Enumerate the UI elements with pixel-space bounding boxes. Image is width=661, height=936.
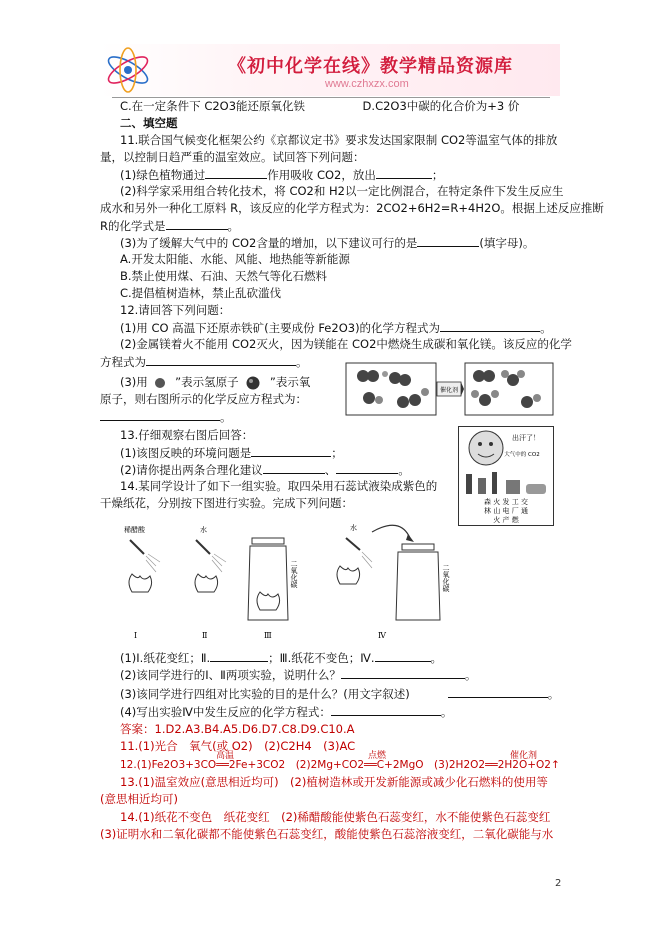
roman-ii: Ⅱ: [202, 631, 208, 640]
jar-icon: [396, 552, 440, 620]
section-heading: 二、填空题: [120, 116, 178, 130]
q12-part2: (2)金属镁着火不能用 CO2灭火，因为镁能在 CO2中燃烧生成碳和氧化镁。该反应的化学: [120, 337, 572, 351]
q11-part2-b: 成水和另外一种化工原料 R，该反应的化学方程式为：2CO2+6H2=R+4H2O。根据上述反应推断: [100, 201, 604, 215]
q13-part1-text: (1)该图反映的环境问题是: [120, 446, 252, 460]
answer-blank[interactable]: [375, 650, 431, 662]
q14-part1-b: ；Ⅲ.纸花不变色；Ⅳ.: [268, 651, 375, 665]
q12-part2-b-text: 方程式为: [100, 355, 146, 369]
earth-icon: [469, 431, 503, 465]
answer-blank[interactable]: [417, 235, 479, 247]
q12-part1: [120, 320, 552, 336]
answer-line-4: 13.(1)温室效应(意思相近均可) (2)植树造林或开发新能源或减少化石燃料的使用等: [120, 775, 548, 789]
cartoon-title: 出汗了！: [512, 434, 540, 442]
q12-part3-b: ”表示氢原子: [175, 375, 239, 389]
page-number: 2: [555, 878, 562, 889]
q11-part3: [120, 235, 534, 251]
q11-part1-b: 作用吸收 CO2，放出: [267, 168, 376, 182]
q12-part3: [120, 375, 310, 390]
question-11-text-2: 量，以控制日趋严重的温室效应。试回答下列问题：: [100, 150, 365, 164]
oxygen-atom-icon: [242, 376, 266, 390]
q12-part3-c: ”表示氧: [269, 375, 311, 389]
q14-part3-text: (3)该同学进行四组对比实验的目的是什么？(用文字叙述): [120, 687, 410, 701]
q14-part2: [120, 667, 476, 683]
answer-line-7: (3)证明水和二氧化碳都不能使紫色石蕊变红，酸能使紫色石蕊溶液变红，二氧化碳能与水: [100, 827, 554, 841]
q14-part2-text: (2)该同学进行的Ⅰ、Ⅱ两项实验，说明什么？: [120, 668, 341, 682]
q11-part2-c-text: R的化学式是: [100, 219, 166, 233]
punct: 、: [324, 463, 337, 477]
q14-part1: [120, 650, 442, 666]
q12-part2-b: [100, 354, 308, 370]
car-icon: [526, 484, 546, 494]
punct: ；: [331, 446, 343, 460]
answer-blank[interactable]: [331, 704, 441, 716]
exp-i-label: 稀醋酸: [124, 526, 145, 534]
q12-part1-text: (1)用 CO 高温下还原赤铁矿(主要成份 Fe2O3)的化学方程式为: [120, 321, 441, 335]
punct: 。: [398, 463, 410, 477]
flower-icon: [195, 574, 218, 592]
answer-blank[interactable]: [376, 167, 432, 179]
roman-iv: Ⅳ: [378, 631, 386, 640]
condition-catalyst: 催化剂: [510, 751, 538, 761]
answer-blank[interactable]: [100, 409, 220, 421]
answer-blank[interactable]: [166, 218, 228, 230]
question-14-text: 14.某同学设计了如下一组实验。取四朵用石蕊试液染成紫色的: [120, 479, 438, 493]
answer-blank[interactable]: [341, 667, 465, 679]
q14-part4-text: (4)写出实验Ⅳ中发生反应的化学方程式：: [120, 705, 331, 719]
q11-part2-c: [100, 218, 239, 234]
header-url: www.czhxzx.com: [325, 78, 409, 90]
exp-iv-gas: 二氧化碳: [442, 564, 450, 592]
transfer-arrow: [372, 525, 410, 538]
experiment-ii: [195, 525, 226, 640]
answer-line-2: 11.(1)光合 氧气(或 O2) (2)C2H4 (3)AC: [120, 739, 356, 753]
q12-part3-e: [100, 409, 232, 425]
answer-blank[interactable]: [251, 445, 331, 457]
answer-blank[interactable]: [205, 167, 267, 179]
punct: 。: [464, 668, 477, 682]
cartoon-row1: 森 火 发 工 交: [484, 498, 528, 506]
cartoon-row2: 林 山 电 厂 通: [484, 507, 528, 515]
punct: 。: [540, 321, 552, 335]
reaction-figure: [345, 362, 555, 418]
roman-i: Ⅰ: [134, 631, 138, 640]
condition-ignite: 点燃: [368, 751, 387, 761]
q14-part4: [120, 704, 452, 720]
punct: 。: [220, 410, 232, 424]
experiment-iii: [248, 538, 298, 640]
header-rule: [112, 97, 550, 98]
q11-part2: (2)科学家采用组合转化技术，将 CO2和 H2以一定比例混合，在特定条件下发生反应生: [120, 184, 564, 198]
q13-part2: [120, 462, 410, 478]
roman-iii: Ⅲ: [264, 631, 272, 640]
option-a: A.开发太阳能、水能、风能、地热能等新能源: [120, 252, 350, 266]
answer-blank[interactable]: [440, 320, 540, 332]
question-13-text: 13.仔细观察右图后回答：: [120, 428, 254, 442]
q14-part1-a: (1)Ⅰ.纸花变红；Ⅱ.: [120, 651, 211, 665]
cartoon-row3: 火 产 燃: [493, 516, 519, 524]
atom-logo-icon: [100, 44, 160, 96]
exp-iv-label: 水: [350, 524, 357, 532]
catalyst-label: 催化剂: [439, 387, 459, 394]
q14-part3: [120, 686, 559, 702]
answer-blank[interactable]: [146, 354, 296, 366]
experiment-iv: [337, 523, 450, 640]
punct: 。: [547, 687, 560, 701]
q13-part2-text: (2)请你提出两条合理化建议: [120, 463, 263, 477]
experiment-figure: [110, 520, 550, 642]
greenhouse-cartoon: [458, 426, 554, 526]
question-11-text: 11.联合国气候变化框架公约《京都议定书》要求发达国家限制 CO2等温室气体的排放: [120, 133, 558, 147]
answer-blank[interactable]: [448, 686, 548, 698]
flower-icon: [129, 574, 152, 592]
condition-high-temp: 高温: [216, 751, 235, 761]
q11-part1-a: (1)绿色植物通过: [120, 168, 206, 182]
answer-line-5: (意思相近均可): [100, 792, 178, 806]
punct: 。: [296, 355, 308, 369]
answer-line-6: 14.(1)纸花不变色 纸花变红 (2)稀醋酸能使紫色石蕊变红，水不能使紫色石蕊变红: [120, 810, 551, 824]
punct: 。: [430, 651, 443, 665]
answer-blank[interactable]: [336, 462, 398, 474]
option-line: C.在一定条件下 C2O3能还原氧化铁 D.C2O3中碳的化合价为+3 价: [120, 99, 520, 113]
punct: ；: [431, 168, 444, 182]
q11-part1: [120, 167, 443, 183]
q12-part3-d: 原子，则右图所示的化学反应方程式为：: [100, 392, 307, 406]
cartoon-sub: 大气中的 CO2: [504, 452, 540, 458]
punct: 。: [440, 705, 453, 719]
experiment-i: [124, 525, 160, 640]
answer-line-1: 答案：1.D2.A3.B4.A5.D6.D7.C8.D9.C10.A: [120, 722, 355, 736]
q13-part1: [120, 445, 343, 461]
header-title: 《初中化学在线》教学精品资源库: [228, 56, 513, 77]
option-b: B.禁止使用煤、石油、天然气等化石燃料: [120, 269, 328, 283]
q12-part3-a: (3)用: [120, 375, 148, 389]
punct: 。: [227, 219, 239, 233]
hydrogen-atom-icon: [151, 376, 171, 390]
flower-icon: [337, 566, 360, 584]
answer-blank[interactable]: [263, 462, 325, 474]
q11-part3-text: (3)为了缓解大气中的 CO2含量的增加，以下建议可行的是: [120, 236, 418, 250]
answer-line-3: 12.(1)Fe2O3+3CO══2Fe+3CO2 (2)2Mg+CO2══C+2MgO (3)2H2O2══2H2O+O2↑: [120, 759, 560, 771]
question-14-text-2: 干燥纸花，分别按下图进行实验。完成下列问题：: [100, 496, 353, 510]
exp-ii-label: 水: [200, 526, 207, 534]
option-c: C.提倡植树造林，禁止乱砍滥伐: [120, 286, 282, 300]
header-banner: [100, 44, 560, 96]
answer-blank[interactable]: [210, 650, 268, 662]
question-12-text: 12.请回答下列问题：: [120, 303, 231, 317]
q11-part3-tail: (填字母)。: [479, 236, 535, 250]
exp-iii-gas: 二氧化碳: [290, 560, 298, 588]
